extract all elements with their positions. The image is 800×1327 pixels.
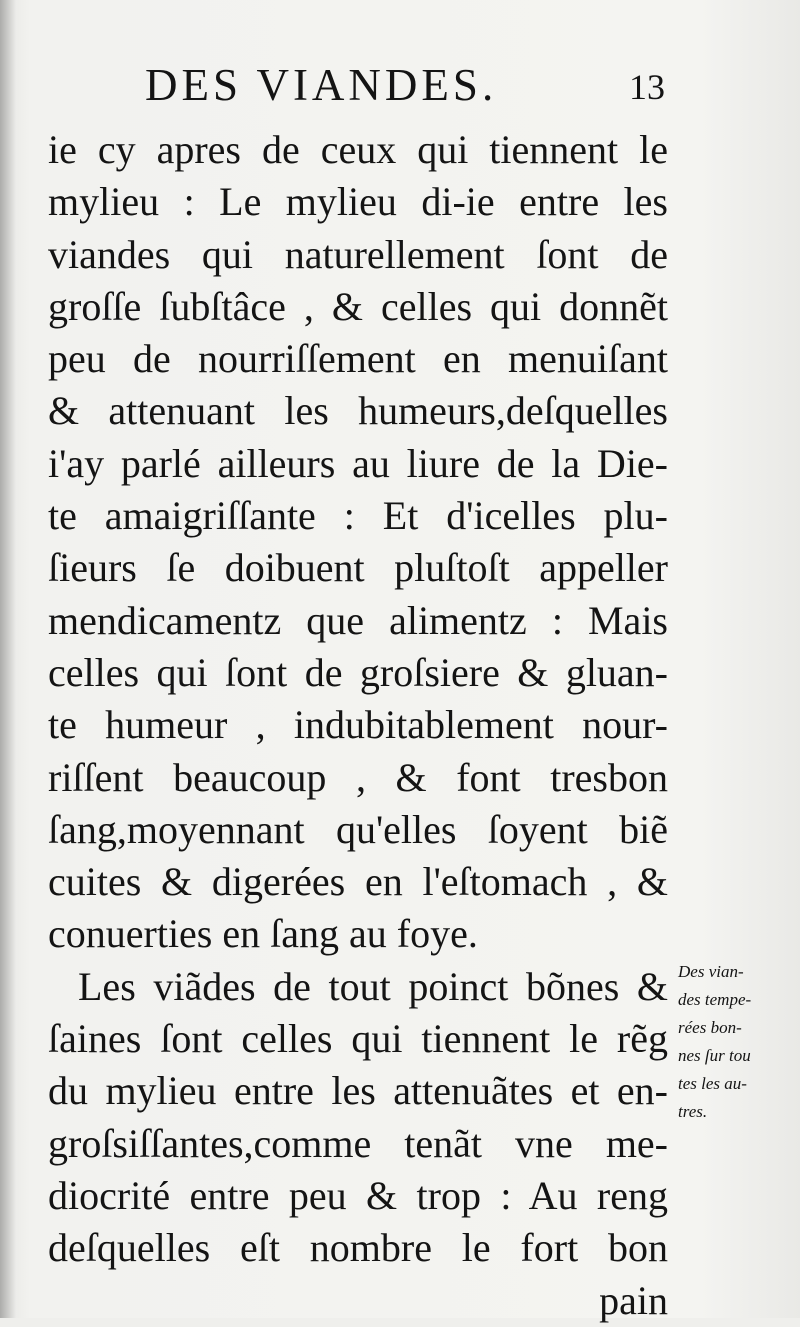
text-line: riſſent beaucoup , & font tresbon	[48, 754, 668, 800]
margin-note-line: Des vian-	[678, 962, 744, 981]
text-line: Les viãdes de tout poinct bõnes &	[78, 963, 668, 1009]
text-line: & attenuant les humeurs,deſquelles	[48, 388, 668, 434]
text-line: te amaigriſſante : Et d'icelles plu-	[48, 493, 668, 539]
text-line: ſieurs ſe doibuent pluſtoſt appeller	[48, 545, 668, 591]
running-head: DES VIANDES.	[145, 60, 498, 110]
text-line: du mylieu entre les attenuãtes et en-	[48, 1068, 668, 1114]
text-line: deſquelles eſt nombre le fort bon	[48, 1225, 668, 1271]
margin-note-line: tres.	[678, 1102, 708, 1121]
text-line: ie cy apres de ceux qui tiennent le	[48, 127, 668, 172]
text-line: viandes qui naturellement ſont de	[48, 231, 668, 277]
margin-note-line: nes ſur tou	[678, 1046, 751, 1065]
text-line: mendicamentz que alimentz : Mais	[48, 597, 668, 643]
margin-note-line: des tempe-	[678, 990, 752, 1009]
body-text	[48, 124, 668, 1327]
gutter-shadow	[0, 0, 16, 1318]
page-number: 13	[629, 67, 665, 107]
text-line: groſſe ſubſtâce , & celles qui donnẽt	[48, 283, 668, 329]
margin-note-line: tes les au-	[678, 1074, 747, 1093]
text-line: ſaines ſont celles qui tiennent le rẽg	[48, 1016, 668, 1062]
margin-note-line: rées bon-	[678, 1018, 742, 1037]
text-line: diocrité entre peu & trop : Au reng	[48, 1172, 668, 1218]
text-line: celles qui ſont de groſsiere & gluan-	[48, 649, 668, 695]
text-line: cuites & digerées en l'eſtomach , &	[48, 859, 668, 905]
text-line: i'ay parlé ailleurs au liure de la Die-	[48, 440, 668, 486]
text-line: conuerties en ſang au foye.	[48, 911, 478, 957]
page-header	[145, 55, 665, 115]
margin-note	[678, 958, 798, 1126]
text-line: te humeur , indubitablement nour-	[48, 702, 668, 748]
text-line: mylieu : Le mylieu di-ie entre les	[48, 179, 668, 225]
text-line: groſsiſſantes,comme tenãt vne me-	[48, 1120, 668, 1166]
text-line: peu de nourriſſement en menuiſant	[48, 336, 668, 382]
text-line: ſang,moyennant qu'elles ſoyent biẽ	[48, 806, 668, 852]
catchword: pain	[599, 1277, 668, 1323]
